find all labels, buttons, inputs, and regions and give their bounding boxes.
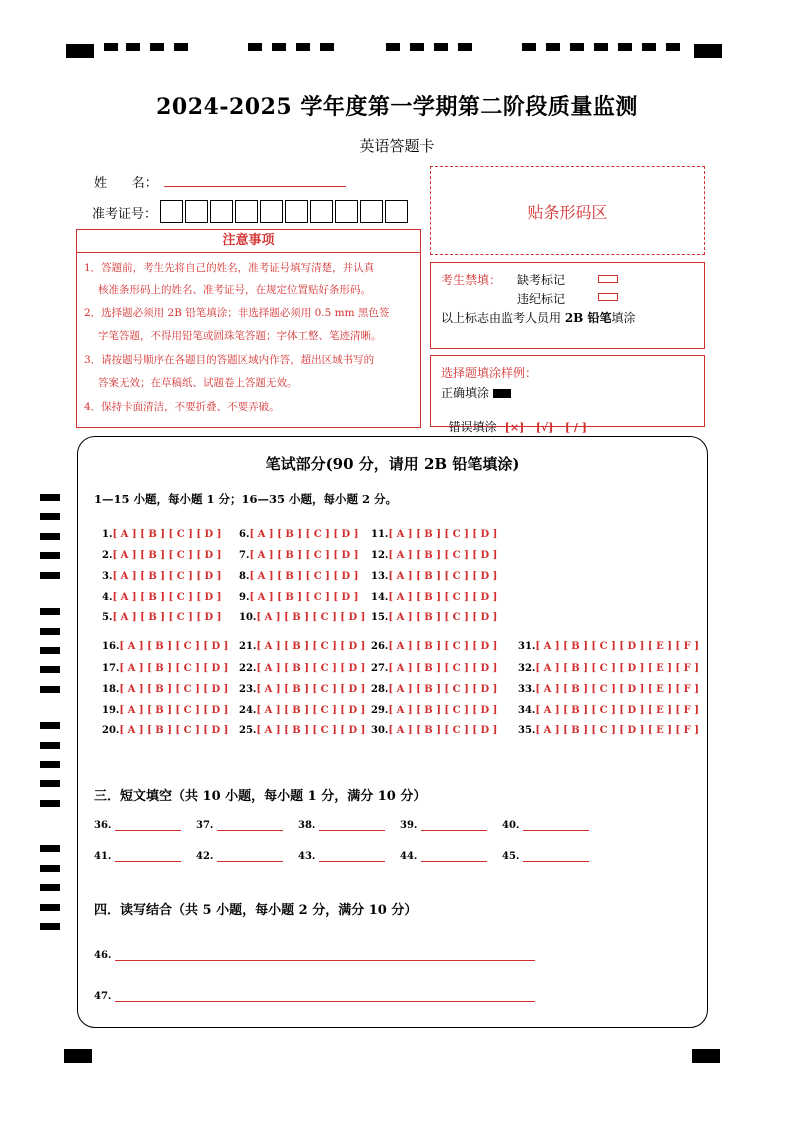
written-instruction: 1—15 小题，每小题 1 分；16—35 小题，每小题 2 分。 [94,492,398,506]
question-row-12[interactable]: 12.[ A ] [ B ] [ C ] [ D ] [371,550,498,561]
note-line: 1．答题前，考生先将自己的姓名，准考证号填写清楚，并认真 [84,262,375,274]
question-row-3[interactable]: 3.[ A ] [ B ] [ C ] [ D ] [102,571,222,582]
question-row-27[interactable]: 27.[ A ] [ B ] [ C ] [ D ] [371,663,498,674]
question-row-26[interactable]: 26.[ A ] [ B ] [ C ] [ D ] [371,641,498,652]
blank-41[interactable]: 41. [94,851,181,862]
filled-bubble-sample [493,389,511,398]
note-line: 字笔答题，不得用铅笔或圆珠笔答题；字体工整、笔迹清晰。 [98,330,382,342]
forbidden-label: 考生禁填： [441,273,502,287]
blank-44[interactable]: 44. [400,851,487,862]
question-row-29[interactable]: 29.[ A ] [ B ] [ C ] [ D ] [371,705,498,716]
note-line: 2．选择题必须用 2B 铅笔填涂；非选择题必须用 0.5 mm 黑色签 [84,307,390,319]
question-row-5[interactable]: 5.[ A ] [ B ] [ C ] [ D ] [102,612,222,623]
written-section-title: 笔试部分(90 分，请用 2B 铅笔填涂) [265,455,520,473]
question-row-20[interactable]: 20.[ A ] [ B ] [ C ] [ D ] [102,725,229,736]
question-row-23[interactable]: 23.[ A ] [ B ] [ C ] [ D ] [239,684,366,695]
page-subtitle: 英语答题卡 [359,137,435,155]
blank-37[interactable]: 37. [196,820,283,831]
id-label: 准考证号： [92,207,158,222]
question-row-24[interactable]: 24.[ A ] [ B ] [ C ] [ D ] [239,705,366,716]
question-row-17[interactable]: 17.[ A ] [ B ] [ C ] [ D ] [102,663,229,674]
question-row-6[interactable]: 6.[ A ] [ B ] [ C ] [ D ] [239,529,359,540]
question-row-8[interactable]: 8.[ A ] [ B ] [ C ] [ D ] [239,571,359,582]
blank-36[interactable]: 36. [94,820,181,831]
registration-mark [64,1049,92,1063]
question-row-30[interactable]: 30.[ A ] [ B ] [ C ] [ D ] [371,725,498,736]
question-row-19[interactable]: 19.[ A ] [ B ] [ C ] [ D ] [102,705,229,716]
section3-title: 三．短文填空（共 10 小题，每小题 1 分，满分 10 分） [94,789,427,804]
blank-38[interactable]: 38. [298,820,385,831]
question-row-32[interactable]: 32.[ A ] [ B ] [ C ] [ D ] [ E ] [ F ] [518,663,699,674]
question-row-35[interactable]: 35.[ A ] [ B ] [ C ] [ D ] [ E ] [ F ] [518,725,699,736]
violation-label: 违纪标记 [517,292,566,306]
question-row-16[interactable]: 16.[ A ] [ B ] [ C ] [ D ] [102,641,229,652]
question-row-9[interactable]: 9.[ A ] [ B ] [ C ] [ D ] [239,592,359,603]
question-row-34[interactable]: 34.[ A ] [ B ] [ C ] [ D ] [ E ] [ F ] [518,705,699,716]
question-row-13[interactable]: 13.[ A ] [ B ] [ C ] [ D ] [371,571,498,582]
question-row-4[interactable]: 4.[ A ] [ B ] [ C ] [ D ] [102,592,222,603]
question-row-28[interactable]: 28.[ A ] [ B ] [ C ] [ D ] [371,684,498,695]
sample-title: 选择题填涂样例： [441,366,538,380]
absent-mark-box[interactable] [598,275,618,283]
blank-45[interactable]: 45. [502,851,589,862]
question-row-1[interactable]: 1.[ A ] [ B ] [ C ] [ D ] [102,529,222,540]
question-row-18[interactable]: 18.[ A ] [ B ] [ C ] [ D ] [102,684,229,695]
question-row-15[interactable]: 15.[ A ] [ B ] [ C ] [ D ] [371,612,498,623]
barcode-label: 贴条形码区 [527,203,608,222]
note-line: 核准条形码上的姓名、准考证号，在规定位置贴好条形码。 [98,284,371,296]
question-row-33[interactable]: 33.[ A ] [ B ] [ C ] [ D ] [ E ] [ F ] [518,684,699,695]
page-title: 2024-2025 学年度第一学期第二阶段质量监测 [156,94,638,120]
absent-label: 缺考标记 [517,273,566,287]
question-row-22[interactable]: 22.[ A ] [ B ] [ C ] [ D ] [239,663,366,674]
question-row-21[interactable]: 21.[ A ] [ B ] [ C ] [ D ] [239,641,366,652]
question-row-14[interactable]: 14.[ A ] [ B ] [ C ] [ D ] [371,592,498,603]
blank-42[interactable]: 42. [196,851,283,862]
answer-line-46[interactable]: 46. [94,950,535,961]
question-row-10[interactable]: 10.[ A ] [ B ] [ C ] [ D ] [239,612,366,623]
sample-wrong: 错误填涂 [×] [√] [ / ] [448,420,587,434]
name-label: 姓 名： [94,176,158,191]
registration-mark [694,44,722,58]
registration-mark [692,1049,720,1063]
registration-mark [66,44,94,58]
note-line: 3．请按题号顺序在各题目的答题区域内作答，超出区域书写的 [84,354,375,366]
notes-heading: 注意事项 [77,230,420,253]
sample-correct: 正确填涂 [441,384,511,401]
section4-title: 四．读写结合（共 5 小题，每小题 2 分，满分 10 分） [94,903,418,918]
blank-39[interactable]: 39. [400,820,487,831]
answer-line-47[interactable]: 47. [94,991,535,1002]
question-row-31[interactable]: 31.[ A ] [ B ] [ C ] [ D ] [ E ] [ F ] [518,641,699,652]
blank-40[interactable]: 40. [502,820,589,831]
note-line: 4．保持卡面清洁，不要折叠、不要弄破。 [84,401,280,413]
violation-mark-box[interactable] [598,293,618,301]
forbidden-footnote: 以上标志由监考人员用 2B 铅笔填涂 [441,311,636,325]
question-row-7[interactable]: 7.[ A ] [ B ] [ C ] [ D ] [239,550,359,561]
question-row-2[interactable]: 2.[ A ] [ B ] [ C ] [ D ] [102,550,222,561]
question-row-11[interactable]: 11.[ A ] [ B ] [ C ] [ D ] [371,529,498,540]
name-field[interactable] [164,186,346,187]
note-line: 答案无效；在草稿纸、试题卷上答题无效。 [98,377,298,389]
blank-43[interactable]: 43. [298,851,385,862]
question-row-25[interactable]: 25.[ A ] [ B ] [ C ] [ D ] [239,725,366,736]
